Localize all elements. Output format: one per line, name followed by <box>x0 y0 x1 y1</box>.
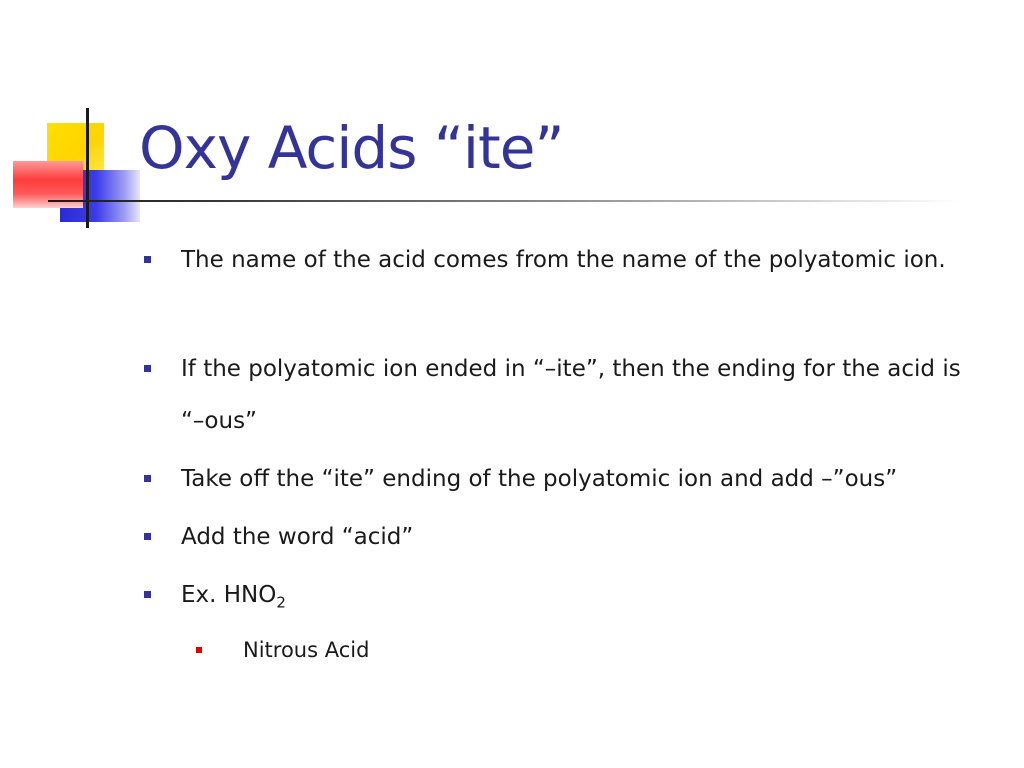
formula-prefix: Ex. HNO <box>181 582 277 608</box>
bullet-square-icon <box>144 591 151 598</box>
bullet-text-formula <box>181 582 286 612</box>
bullet-text: Add the word “acid” <box>181 524 414 550</box>
sub-bullet-text: Nitrous Acid <box>243 638 370 662</box>
bullet-item <box>181 569 981 629</box>
sub-bullet-square-icon <box>196 647 202 653</box>
sub-bullet-item <box>243 635 369 665</box>
bullet-square-icon <box>144 256 151 263</box>
bullet-text: The name of the acid comes from the name of the polyatomic ion. <box>181 247 946 273</box>
slide-title: Oxy Acids “ite” <box>139 114 564 182</box>
formula-subscript: 2 <box>276 593 286 612</box>
title-underline-rule <box>48 200 960 202</box>
slide-logo-decoration <box>0 0 160 240</box>
bullet-item <box>181 234 981 286</box>
vertical-rule <box>86 108 89 228</box>
bullet-item <box>181 511 981 563</box>
bullet-item <box>181 453 981 505</box>
bullet-square-icon <box>144 533 151 540</box>
bullet-item <box>181 343 981 447</box>
bullet-text: Take off the “ite” ending of the polyatomic ion and add –”ous” <box>181 466 898 492</box>
bullet-square-icon <box>144 365 151 372</box>
bullet-text: If the polyatomic ion ended in “–ite”, then the ending for the acid is “–ous” <box>181 356 961 434</box>
bullet-square-icon <box>144 475 151 482</box>
